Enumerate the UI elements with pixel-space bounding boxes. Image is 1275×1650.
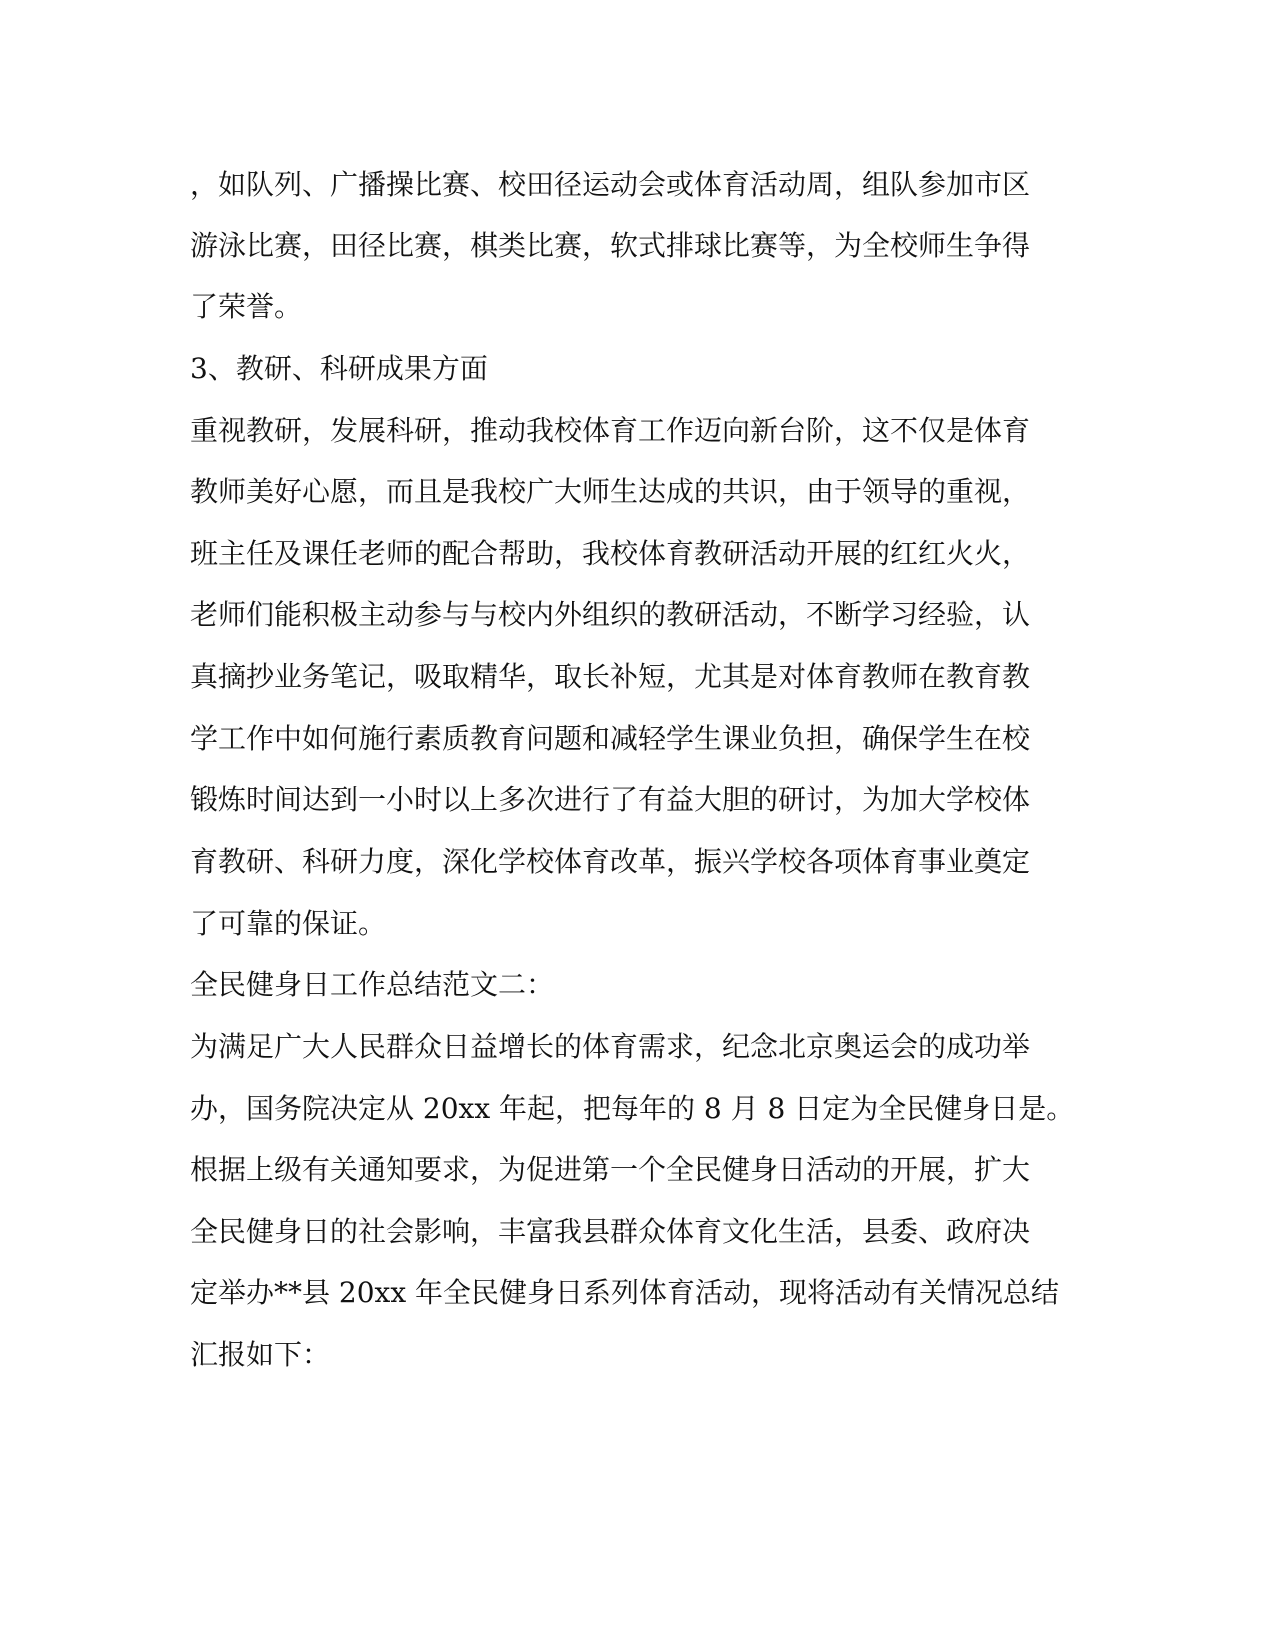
section-heading: 3、教研、科研成果方面 [190,352,488,385]
paragraph-line: 了可靠的保证。 [190,907,387,940]
paragraph-line: 游泳比赛，田径比赛，棋类比赛，软式排球比赛等，为全校师生争得 [190,229,1031,262]
paragraph-line: 老师们能积极主动参与与校内外组织的教研活动，不断学习经验，认 [190,598,1031,631]
paragraph-line: 全民健身日的社会影响，丰富我县群众体育文化生活，县委、政府决 [190,1215,1031,1248]
paragraph-line: 育教研、科研力度，深化学校体育改革，振兴学校各项体育事业奠定 [190,845,1031,878]
paragraph-line: 办，国务院决定从 20xx 年起，把每年的 8 月 8 日定为全民健身日是。 [190,1092,1075,1125]
paragraph-line: 汇报如下： [190,1338,331,1371]
paragraph-line: 为满足广大人民群众日益增长的体育需求，纪念北京奥运会的成功举 [190,1030,1031,1063]
paragraph-line: 学工作中如何施行素质教育问题和减轻学生课业负担，确保学生在校 [190,722,1031,755]
paragraph-line: 根据上级有关通知要求，为促进第一个全民健身日活动的开展，扩大 [190,1153,1031,1186]
section-heading: 全民健身日工作总结范文二： [190,968,555,1001]
paragraph-line: 了荣誉。 [190,290,303,323]
paragraph-line: 真摘抄业务笔记，吸取精华，取长补短，尤其是对体育教师在教育教 [190,660,1031,693]
paragraph-line: 班主任及课任老师的配合帮助，我校体育教研活动开展的红红火火， [190,537,1031,570]
paragraph-line: 重视教研，发展科研，推动我校体育工作迈向新台阶，这不仅是体育 [190,414,1031,447]
paragraph-line: 锻炼时间达到一小时以上多次进行了有益大胆的研讨，为加大学校体 [190,783,1031,816]
paragraph-line: 教师美好心愿，而且是我校广大师生达成的共识，由于领导的重视， [190,475,1031,508]
paragraph-line: 定举办**县 20xx 年全民健身日系列体育活动，现将活动有关情况总结 [190,1276,1060,1309]
paragraph-line: ，如队列、广播操比赛、校田径运动会或体育活动周，组队参加市区 [190,168,1031,201]
